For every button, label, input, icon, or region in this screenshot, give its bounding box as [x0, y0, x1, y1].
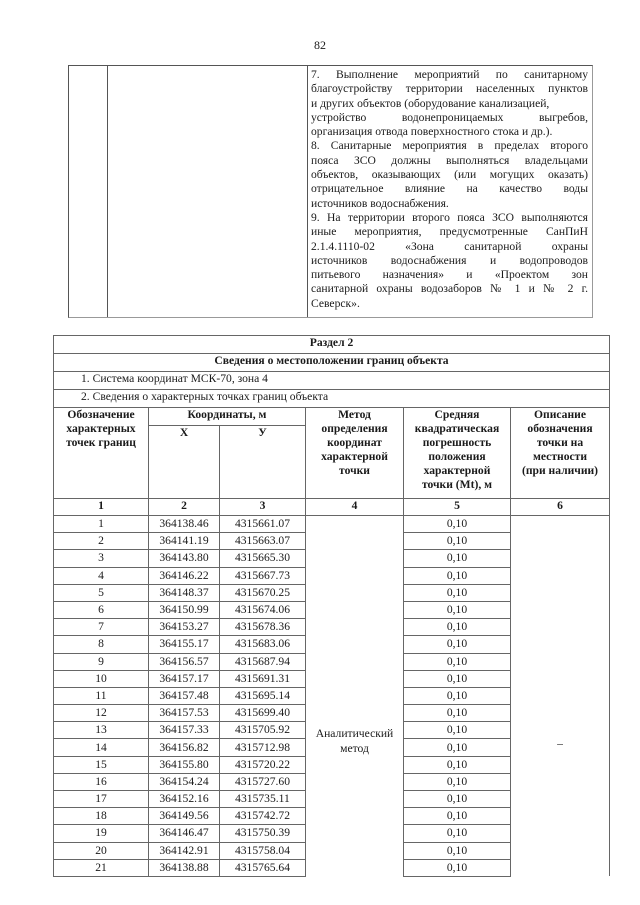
- column-number: 6: [511, 499, 610, 516]
- coordinate-system: 1. Система координат МСК-70, зона 4: [54, 372, 610, 390]
- coord-x: 364150.99: [149, 601, 220, 618]
- header-line: положения: [428, 450, 486, 463]
- mt-value: 0,10: [404, 859, 511, 876]
- header-description: [511, 408, 610, 499]
- text-line: Северск».: [311, 296, 360, 310]
- column-number: 4: [306, 499, 404, 516]
- point-number: 17: [54, 791, 149, 808]
- coord-y: 4315674.06: [220, 601, 306, 618]
- header-line: Обозначение: [67, 408, 135, 421]
- mt-value: 0,10: [404, 791, 511, 808]
- header-line: обозначения: [527, 422, 593, 435]
- point-number: 21: [54, 859, 149, 876]
- header-line: точки (Mt), м: [421, 478, 493, 491]
- column-number: 3: [220, 499, 306, 516]
- section-title: Раздел 2: [54, 336, 610, 354]
- description-value: –: [557, 737, 563, 751]
- text-line: источников водоснабжения.: [311, 196, 449, 210]
- coord-y: 4315742.72: [220, 808, 306, 825]
- coord-y: 4315758.04: [220, 842, 306, 859]
- point-number: 14: [54, 739, 149, 756]
- header-line: характерной: [423, 464, 491, 477]
- point-number: 5: [54, 584, 149, 601]
- mt-value: 0,10: [404, 653, 511, 670]
- text-line: устройство водонепроницаемых выгребов,: [311, 110, 588, 124]
- point-number: 11: [54, 687, 149, 704]
- coord-x: 364146.47: [149, 825, 220, 842]
- header-coordinates: Координаты, м: [149, 408, 306, 426]
- text-line: благоустройству территории населенных пунктов: [311, 82, 588, 96]
- header-point-designation: [54, 408, 149, 499]
- text-line: источников водоснабжения и водопроводов: [311, 253, 588, 267]
- coord-x: 364155.17: [149, 636, 220, 653]
- mt-value: 0,10: [404, 601, 511, 618]
- header-line: Описание: [534, 408, 586, 421]
- mt-value: 0,10: [404, 808, 511, 825]
- mt-value: 0,10: [404, 739, 511, 756]
- coord-x: 364152.16: [149, 791, 220, 808]
- text-line: 8. Санитарные мероприятия в пределах второго: [311, 139, 588, 153]
- point-number: 4: [54, 567, 149, 584]
- coord-x: 364138.46: [149, 516, 220, 533]
- point-number: 9: [54, 653, 149, 670]
- coord-y: 4315678.36: [220, 619, 306, 636]
- coord-y: 4315691.31: [220, 670, 306, 687]
- coord-y: 4315705.92: [220, 722, 306, 739]
- coord-x: 364138.88: [149, 859, 220, 876]
- measure-paragraph-7: [311, 68, 588, 139]
- point-number: 18: [54, 808, 149, 825]
- text-line: объектов, оказывающих (или могущих оказать): [311, 168, 588, 182]
- coord-x: 364146.22: [149, 567, 220, 584]
- coord-y: 4315699.40: [220, 705, 306, 722]
- point-number: 19: [54, 825, 149, 842]
- method-cell: [306, 516, 404, 877]
- coord-y: 4315765.64: [220, 859, 306, 876]
- header-row: [54, 408, 610, 426]
- mt-value: 0,10: [404, 722, 511, 739]
- coord-y: 4315712.98: [220, 739, 306, 756]
- point-number: 10: [54, 670, 149, 687]
- mt-value: 0,10: [404, 670, 511, 687]
- mt-value: 0,10: [404, 825, 511, 842]
- text-line: иные мероприятия, предусмотренные СанПиН: [311, 225, 588, 239]
- header-line: характерных: [66, 422, 136, 435]
- point-number: 12: [54, 705, 149, 722]
- column-number: 1: [54, 499, 149, 516]
- coord-x: 364157.48: [149, 687, 220, 704]
- header-line: местности: [532, 450, 588, 463]
- header-line: Средняя: [434, 408, 480, 421]
- text-line: 7. Выполнение мероприятий по санитарному: [311, 68, 588, 81]
- header-y: У: [220, 426, 306, 499]
- section-title-row: [54, 336, 610, 354]
- table-row: [54, 516, 610, 533]
- coord-y: 4315667.73: [220, 567, 306, 584]
- header-line: (при наличии): [521, 464, 599, 477]
- measure-paragraph-9: [311, 211, 588, 311]
- mt-value: 0,10: [404, 773, 511, 790]
- mt-value: 0,10: [404, 619, 511, 636]
- header-line: Метод: [338, 408, 371, 421]
- coord-x: 364155.80: [149, 756, 220, 773]
- boundary-points-table: [53, 335, 610, 877]
- point-number: 8: [54, 636, 149, 653]
- point-number: 20: [54, 842, 149, 859]
- method-value: Аналитический метод: [315, 726, 394, 755]
- mt-value: 0,10: [404, 516, 511, 533]
- coord-y: 4315687.94: [220, 653, 306, 670]
- coord-y: 4315661.07: [220, 516, 306, 533]
- mt-value: 0,10: [404, 533, 511, 550]
- text-line: санитарной охраны водозаборов № 1 и № 2 г.: [311, 282, 588, 296]
- mt-value: 0,10: [404, 567, 511, 584]
- section-subtitle-row: [54, 354, 610, 372]
- column-numbers-row: [54, 499, 610, 516]
- coord-x: 364156.57: [149, 653, 220, 670]
- mt-value: 0,10: [404, 842, 511, 859]
- header-line: характерной: [321, 450, 388, 463]
- column-divider: [307, 66, 308, 317]
- point-number: 15: [54, 756, 149, 773]
- coord-x: 364148.37: [149, 584, 220, 601]
- point-number: 13: [54, 722, 149, 739]
- header-line: точки на: [536, 436, 584, 449]
- coord-y: 4315727.60: [220, 773, 306, 790]
- points-info-row: [54, 390, 610, 408]
- measures-table-continuation: [68, 65, 593, 318]
- text-line: отрицательное влияние на качество воды: [311, 182, 588, 196]
- coord-y: 4315670.25: [220, 584, 306, 601]
- coord-x: 364142.91: [149, 842, 220, 859]
- header-mean-square-error: [404, 408, 511, 499]
- header-line: точки: [339, 464, 370, 477]
- coordinate-system-row: [54, 372, 610, 390]
- coord-y: 4315665.30: [220, 550, 306, 567]
- mt-value: 0,10: [404, 636, 511, 653]
- measures-text-cell: [311, 68, 588, 311]
- coord-x: 364157.53: [149, 705, 220, 722]
- point-number: 16: [54, 773, 149, 790]
- points-info: 2. Сведения о характерных точках границ объекта: [54, 390, 610, 408]
- coord-x: 364157.17: [149, 670, 220, 687]
- text-line: 2.1.4.1110-02 «Зона санитарной охраны: [311, 239, 588, 253]
- header-x: Х: [149, 426, 220, 499]
- coord-y: 4315750.39: [220, 825, 306, 842]
- header-line: точек границ: [66, 436, 136, 449]
- header-line: координат: [327, 436, 382, 449]
- column-number: 5: [404, 499, 511, 516]
- mt-value: 0,10: [404, 687, 511, 704]
- mt-value: 0,10: [404, 705, 511, 722]
- coord-y: 4315695.14: [220, 687, 306, 704]
- coord-y: 4315735.11: [220, 791, 306, 808]
- coord-y: 4315720.22: [220, 756, 306, 773]
- column-divider: [107, 66, 108, 317]
- description-cell: [511, 516, 610, 877]
- point-number: 6: [54, 601, 149, 618]
- point-number: 7: [54, 619, 149, 636]
- mt-value: 0,10: [404, 584, 511, 601]
- coord-x: 364143.80: [149, 550, 220, 567]
- mt-value: 0,10: [404, 756, 511, 773]
- text-line: и других объектов (оборудование канализацией,: [311, 96, 550, 110]
- mt-value: 0,10: [404, 550, 511, 567]
- header-line: определения: [321, 422, 388, 435]
- coord-x: 364156.82: [149, 739, 220, 756]
- text-line: пояса ЗСО должны выполняться владельцами: [311, 153, 588, 167]
- coord-x: 364149.56: [149, 808, 220, 825]
- column-number: 2: [149, 499, 220, 516]
- header-line: квадратическая: [414, 422, 500, 435]
- point-number: 2: [54, 533, 149, 550]
- section-subtitle: Сведения о местоположении границ объекта: [54, 354, 610, 372]
- point-number: 3: [54, 550, 149, 567]
- coord-y: 4315663.07: [220, 533, 306, 550]
- page-number: 82: [314, 38, 326, 52]
- text-line: питьевого назначения» и «Проектом зон: [311, 268, 588, 282]
- text-line: 9. На территории второго пояса ЗСО выполняются: [311, 210, 588, 224]
- coord-x: 364141.19: [149, 533, 220, 550]
- coord-x: 364153.27: [149, 619, 220, 636]
- coord-x: 364154.24: [149, 773, 220, 790]
- point-number: 1: [54, 516, 149, 533]
- header-line: погрешность: [422, 436, 492, 449]
- coord-x: 364157.33: [149, 722, 220, 739]
- header-method: [306, 408, 404, 499]
- measure-paragraph-8: [311, 139, 588, 210]
- coord-y: 4315683.06: [220, 636, 306, 653]
- text-line: организация отвода поверхностного стока и др.).: [311, 125, 553, 139]
